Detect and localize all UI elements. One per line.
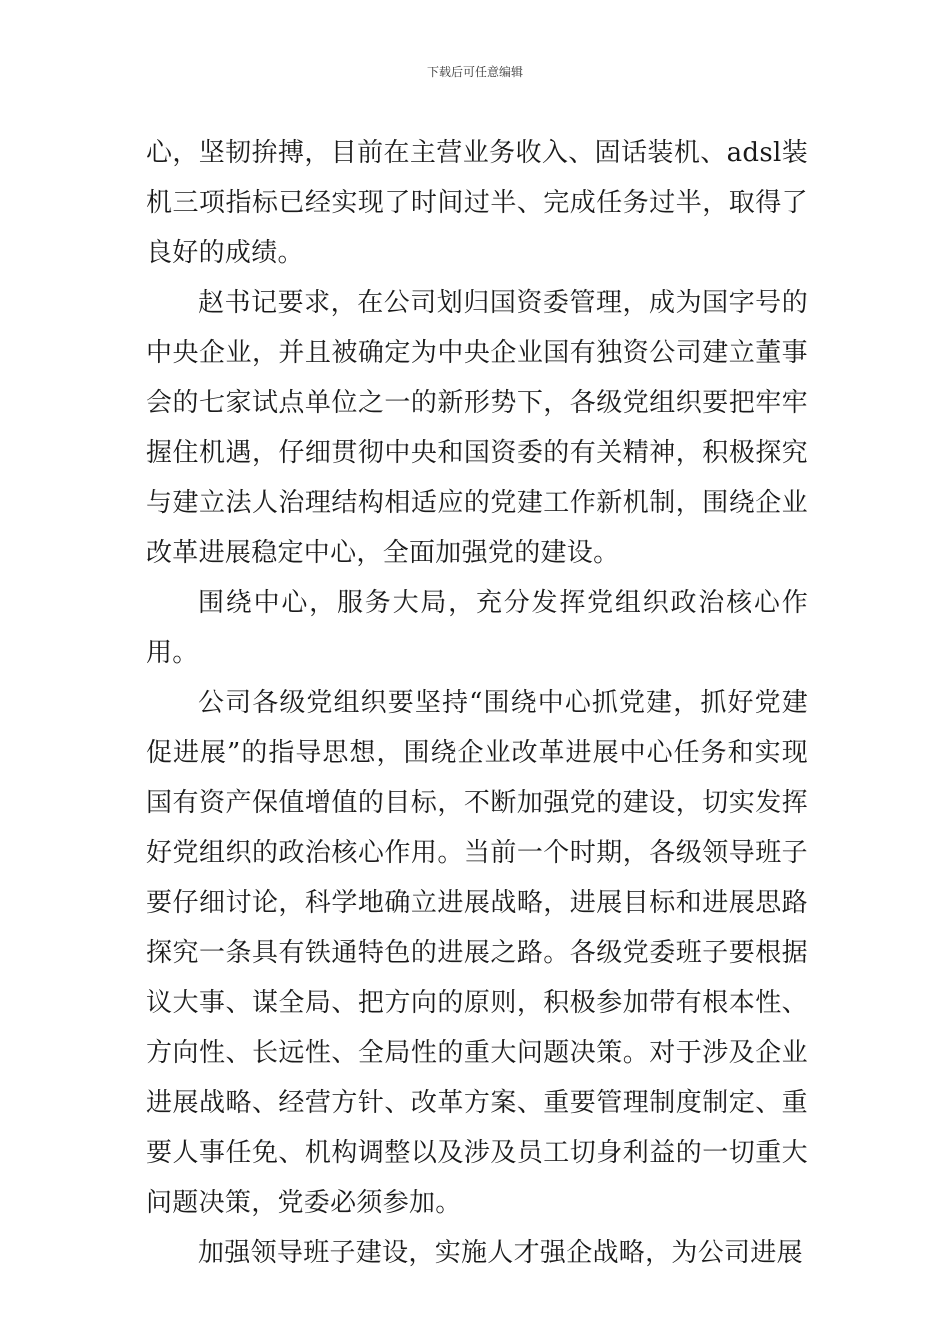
document-body bbox=[146, 128, 808, 1278]
page-header: 下载后可任意编辑 bbox=[426, 65, 523, 79]
paragraph-2: 赵书记要求，在公司划归国资委管理，成为国字号的中央企业，并且被确定为中央企业国有独资公司建立董事会的七家试点单位之一的新形势下，各级党组织要把牢牢握住机遇，仔细贯彻中央和国资委的有关精神，积极探究与建立法人治理结构相适应的党建工作新机制，围绕企业改革进展稳定中心，全面加强党的建设。 bbox=[146, 288, 808, 568]
paragraph-1: 心，坚韧拚搏，目前在主营业务收入、固话装机、adsl装机三项指标已经实现了时间过半、完成任务过半，取得了良好的成绩。 bbox=[146, 138, 808, 268]
paragraph-4: 公司各级党组织要坚持“围绕中心抓党建，抓好党建促进展”的指导思想，围绕企业改革进展中心任务和实现国有资产保值增值的目标，不断加强党的建设，切实发挥好党组织的政治核心作用。当前一个时期，各级领导班子要仔细讨论，科学地确立进展战略，进展目标和进展思路探究一条具有铁通特色的进展之路。各级党委班子要根据议大事、谋全局、把方向的原则，积极参加带有根本性、方向性、长远性、全局性的重大问题决策。对于涉及企业进展战略、经营方针、改革方案、重要管理制度制定、重要人事任免、机构调整以及涉及员工切身利益的一切重大问题决策，党委必须参加。 bbox=[146, 688, 808, 1218]
paragraph-3: 围绕中心，服务大局，充分发挥党组织政治核心作用。 bbox=[146, 588, 808, 668]
paragraph-5: 加强领导班子建设，实施人才强企战略，为公司进展 bbox=[198, 1238, 803, 1268]
